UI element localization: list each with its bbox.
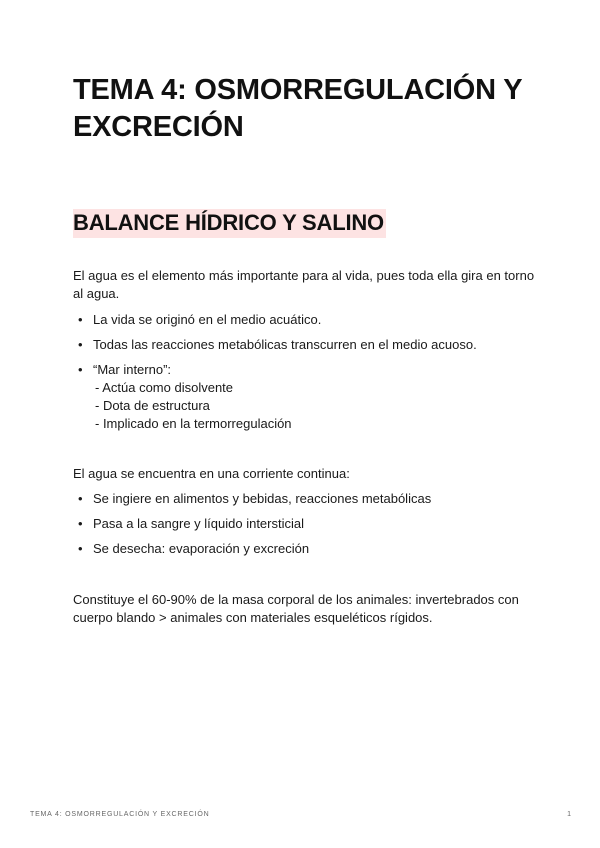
sub-item: - Dota de estructura — [95, 398, 210, 413]
body-mass-paragraph: Constituye el 60-90% de la masa corporal de los animales: invertebrados con cuerpo blando > animales con materiales esqueléticos rígidos. — [73, 592, 519, 625]
sub-item: - Implicado en la termorregulación — [95, 416, 292, 431]
section-heading-text: BALANCE HÍDRICO Y SALINO — [73, 209, 386, 238]
list-item-text: “Mar interno”: — [93, 362, 172, 377]
document-title: TEMA 4: OSMORREGULACIÓN Y EXCRECIÓN — [73, 74, 522, 143]
list-item-text: Pasa a la sangre y líquido intersticial — [93, 516, 305, 531]
list-item-text: Se desecha: evaporación y excreción — [93, 541, 310, 556]
list-item — [73, 540, 543, 558]
bullet-icon: • — [78, 516, 83, 531]
list-item-text: Todas las reacciones metabólicas transcurren en el medio acuoso. — [93, 337, 477, 352]
bullet-icon: • — [78, 312, 83, 327]
list-item — [73, 311, 543, 329]
list-item — [73, 336, 543, 354]
intro-paragraph: El agua es el elemento más importante para al vida, pues toda ella gira en torno al agua. — [73, 268, 535, 301]
footer-title: TEMA 4: OSMORREGULACIÓN Y EXCRECIÓN — [30, 811, 210, 818]
list-item — [73, 490, 543, 508]
section-heading — [73, 208, 386, 238]
bullet-list-life — [73, 311, 543, 440]
page-number: 1 — [567, 811, 571, 818]
bullet-icon: • — [78, 541, 83, 556]
list-item — [73, 515, 543, 533]
bullet-icon: • — [78, 337, 83, 352]
water-flow-paragraph: El agua se encuentra en una corriente continua: — [73, 466, 350, 481]
bullet-icon: • — [78, 491, 83, 506]
list-item-text: Se ingiere en alimentos y bebidas, reacciones metabólicas — [93, 491, 432, 506]
sub-item: - Actúa como disolvente — [95, 380, 234, 395]
list-item — [73, 361, 543, 433]
bullet-list-water-flow — [73, 490, 543, 565]
bullet-icon: • — [78, 362, 83, 377]
list-item-text: La vida se originó en el medio acuático. — [93, 312, 322, 327]
